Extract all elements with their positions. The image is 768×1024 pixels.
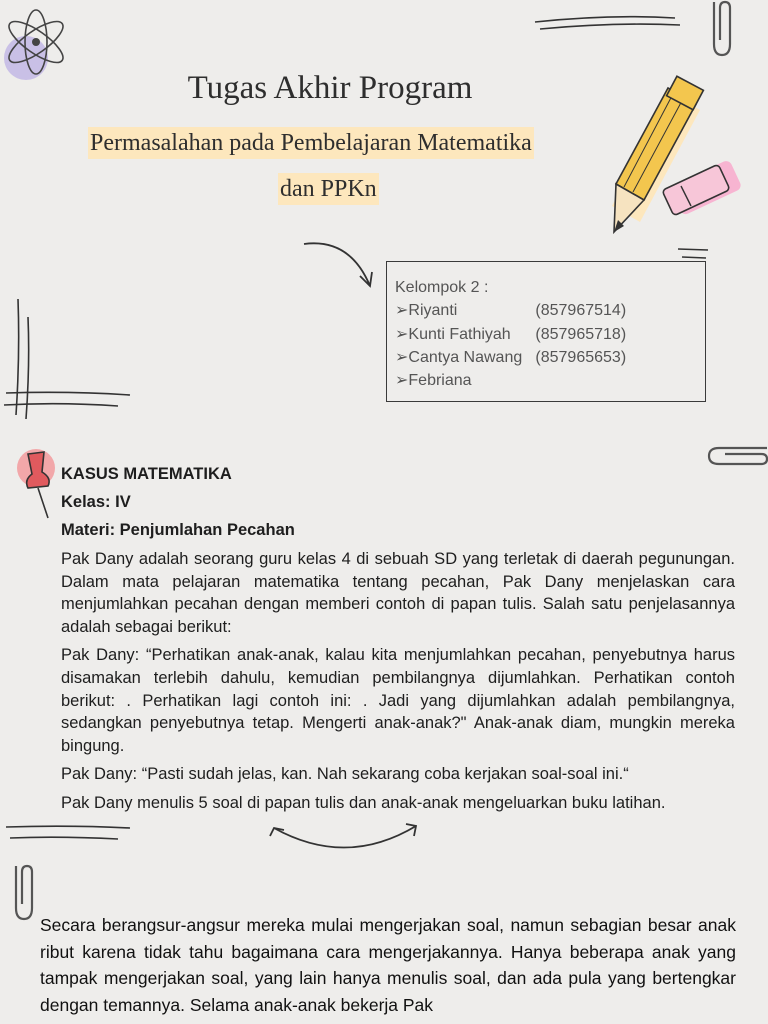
member-row <box>395 299 705 322</box>
case-paragraph: Pak Dany: “Perhatikan anak-anak, kalau kita menjumlahkan pecahan, penyebutnya harus disamakan terlebih dahulu, kemudian pembilangnya dijumlahkan. Perhatikan contoh berikut: . Perhatikan lagi contoh ini: . Jadi yang dijumlahkan adalah pembilangnya, sedangkan penyebutnya tetap. Mengerti anak-anak?" Anak-anak diam, mungkin mereka bingung. <box>61 646 735 755</box>
case-heading: KASUS MATEMATIKA <box>61 465 232 483</box>
member-row <box>395 369 705 392</box>
curved-arrow-icon <box>300 238 380 293</box>
group-members-box <box>386 261 706 402</box>
group-heading: Kelompok 2 : <box>395 279 489 296</box>
paperclip-bottom-icon <box>8 862 38 924</box>
member-name: Febriana <box>408 372 472 390</box>
lines-mid-left <box>0 822 140 844</box>
pushpin-icon <box>14 446 64 521</box>
member-row <box>395 323 705 346</box>
corner-lines-left <box>0 295 140 425</box>
subtitle-line-2: dan PPKn <box>278 173 379 205</box>
member-name: Kunti Fathiyah <box>408 325 511 343</box>
page-title: Tugas Akhir Program <box>187 70 473 106</box>
paperclip-icon <box>706 0 736 60</box>
member-name: Riyanti <box>408 302 458 320</box>
case-kelas: Kelas: IV <box>61 493 131 511</box>
dash-lines-right <box>676 246 716 262</box>
member-id: (857967514) <box>535 302 627 320</box>
subtitle-line-1: Permasalahan pada Pembelajaran Matematika <box>88 127 534 159</box>
case-materi: Materi: Penjumlahan Pecahan <box>61 521 295 539</box>
bullet-icon: ➢ <box>395 372 409 390</box>
member-id: (857965718) <box>535 325 627 343</box>
bullet-icon: ➢ <box>395 348 409 366</box>
bullet-icon: ➢ <box>395 325 409 343</box>
double-arrow-icon <box>266 818 426 858</box>
continuation-paragraph: Secara berangsur-angsur mereka mulai mengerjakan soal, namun sebagian besar anak ribut karena tidak tahu bagaimana cara mengerjakannya. Hanya beberapa anak yang tampak mengerjakan soal, yang lain hanya menulis soal, dan ada pula yang bertengkar dengan temannya. Selama anak-anak bekerja Pak <box>40 915 736 1015</box>
eraser-icon <box>655 160 750 225</box>
case-paragraph: Pak Dany menulis 5 soal di papan tulis dan anak-anak mengeluarkan buku latihan. <box>61 793 666 812</box>
pen-lines-top-right <box>530 10 690 35</box>
member-row <box>395 346 705 369</box>
bullet-icon: ➢ <box>395 302 409 320</box>
case-paragraph: Pak Dany adalah seorang guru kelas 4 di sebuah SD yang terletak di daerah pegunungan. Dalam mata pelajaran matematika tentang pecahan, Pak Dany menjelaskan cara menjumlahkan pecahan dengan memberi contoh di papan tulis. Salah satu penjelasannya adalah sebagai berikut: <box>61 550 735 636</box>
member-name: Cantya Nawang <box>408 348 523 366</box>
case-paragraph: Pak Dany: “Pasti sudah jelas, kan. Nah sekarang coba kerjakan soal-soal ini.“ <box>61 765 629 784</box>
case-section <box>61 460 735 821</box>
member-id: (857965653) <box>535 348 627 366</box>
